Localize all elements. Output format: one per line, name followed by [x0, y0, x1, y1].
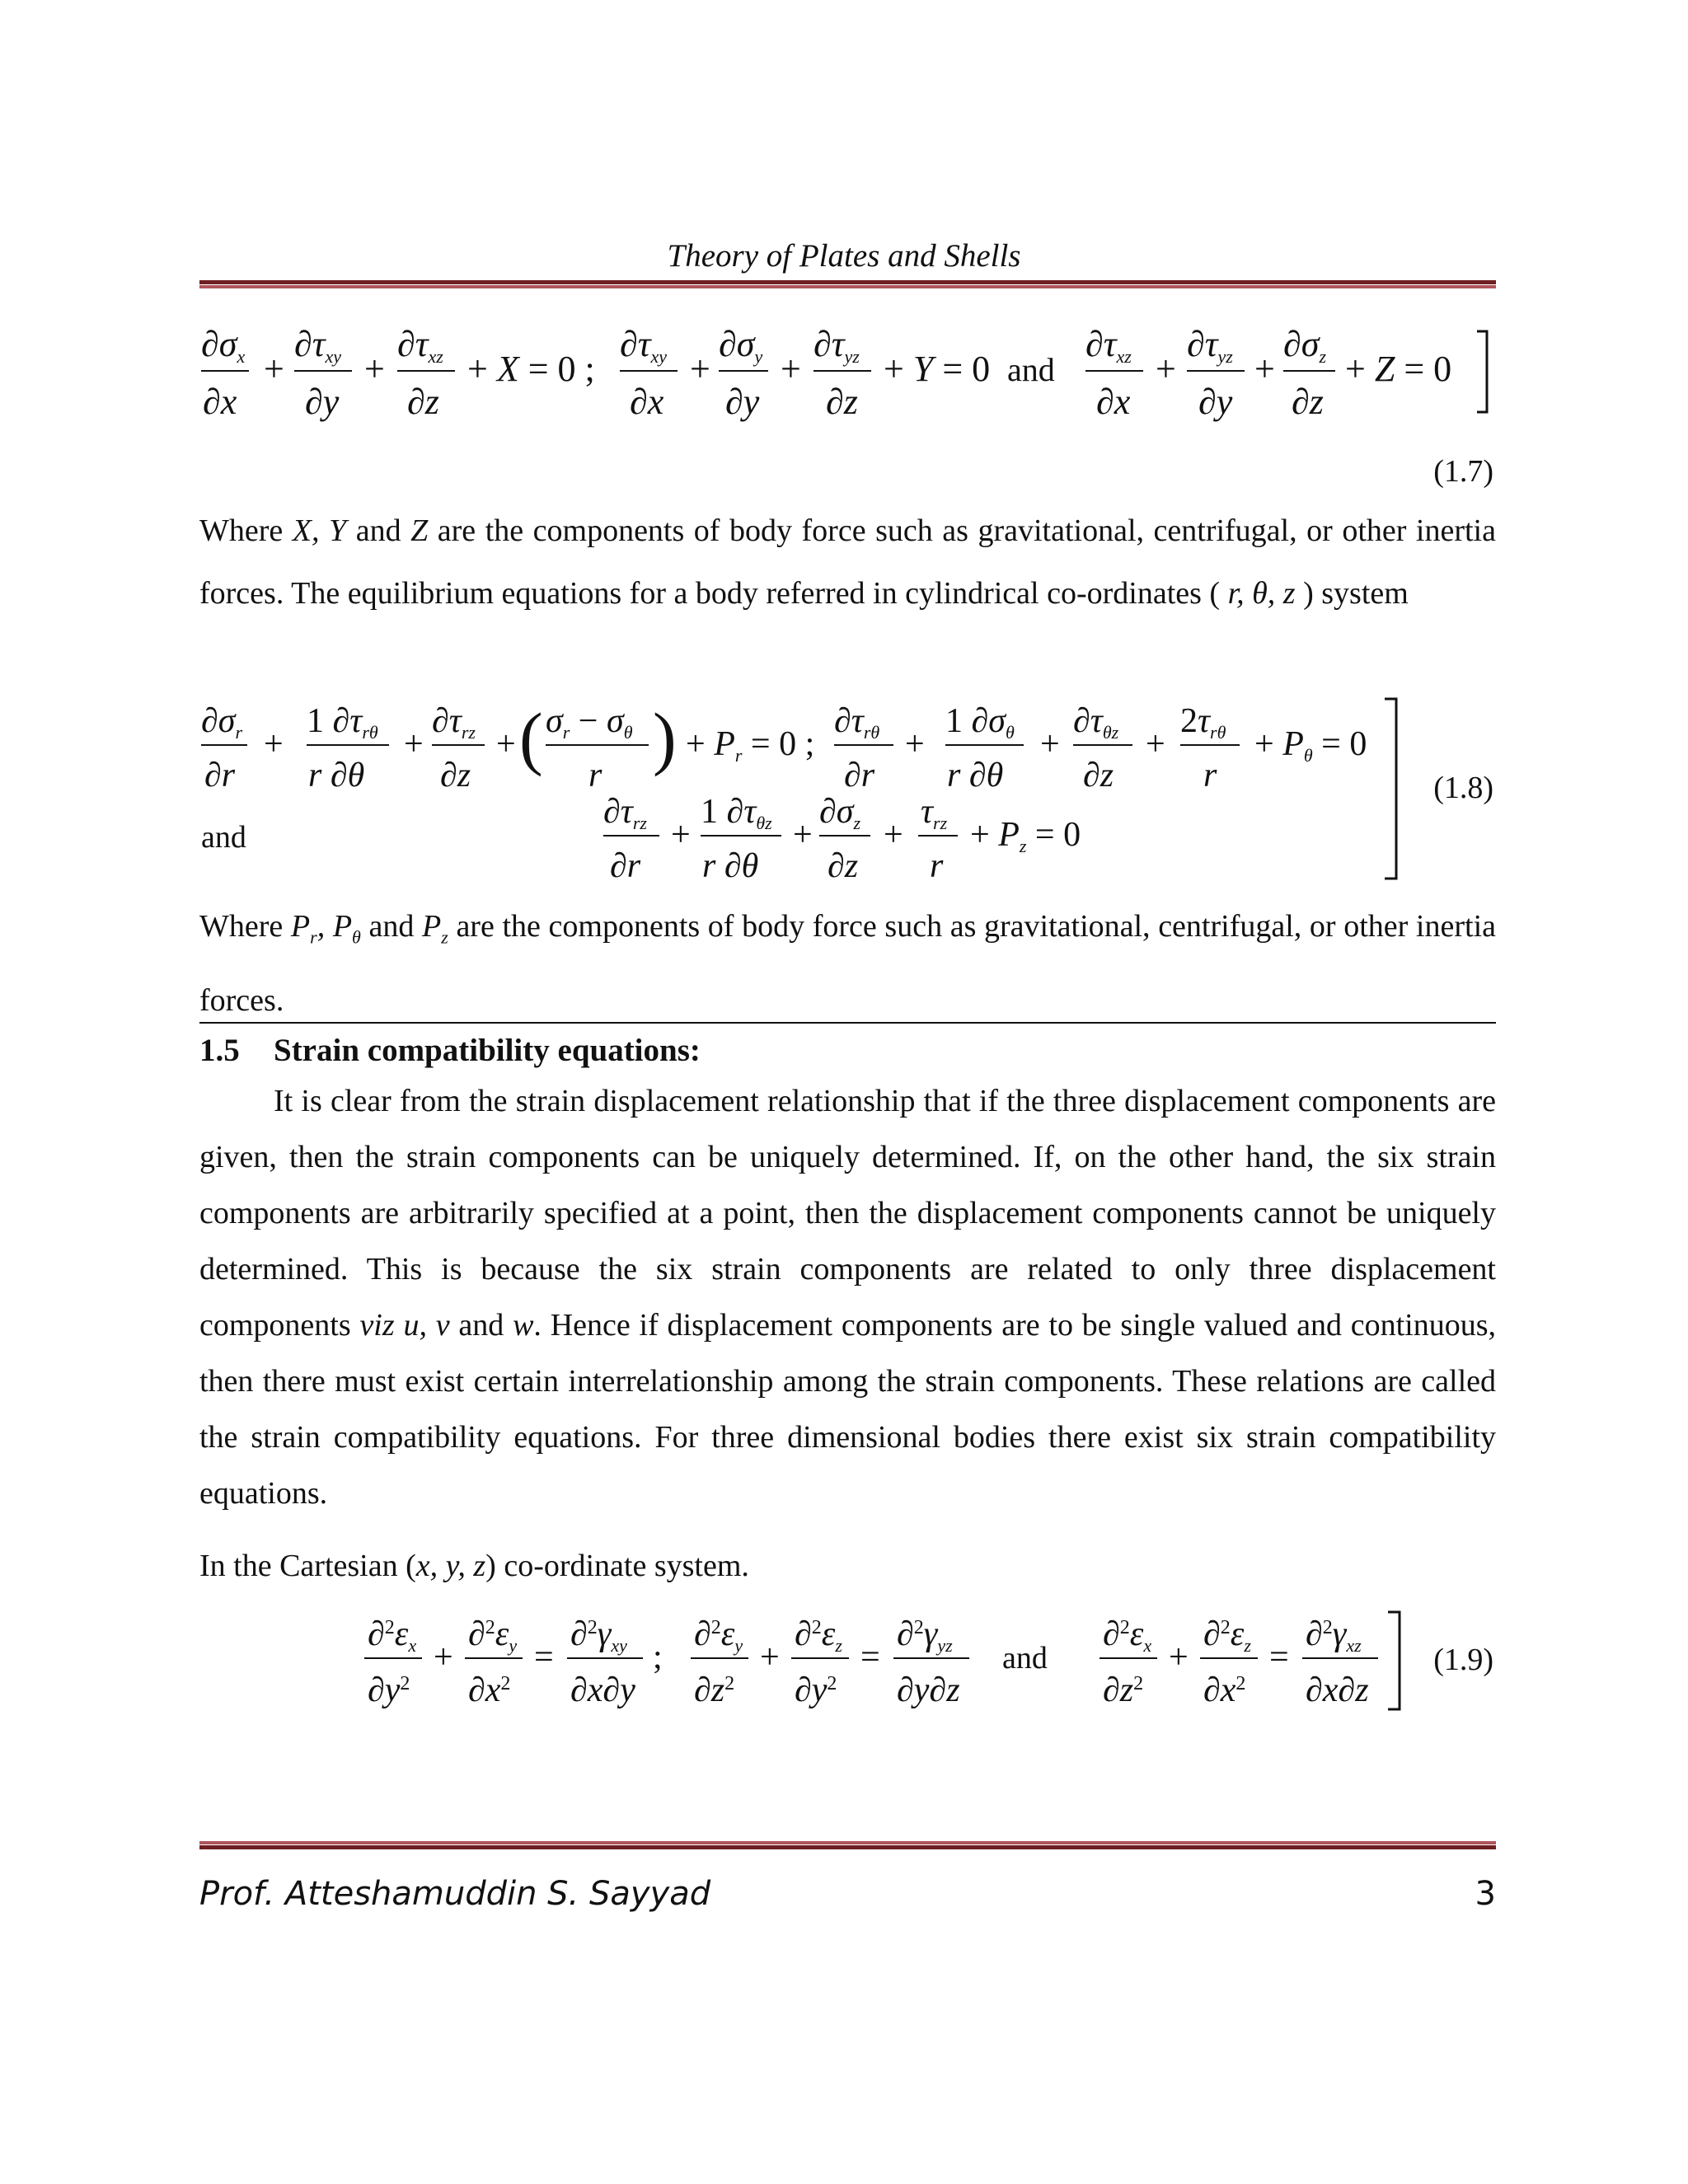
svg-text:r: r — [930, 847, 944, 885]
svg-text:∂τxz: ∂τxz — [397, 324, 443, 367]
svg-text:+: + — [1169, 1638, 1189, 1676]
equation-1-9 — [354, 1602, 1409, 1718]
svg-text:∂σx: ∂σx — [201, 324, 246, 367]
svg-text:∂y2: $\partial y^2$ — [368, 1671, 410, 1709]
svg-text:∂τxy: ∂τxy — [294, 324, 342, 367]
p1-text: are the components of body force such as gravitational, centrifugal, or other inertia forces. The equilibrium equations for a body referred in cylindrical co-ordinates ( — [199, 513, 1496, 611]
svg-text:∂2εz: ∂$^2$εz — [1203, 1615, 1251, 1656]
svg-text:=: = — [1269, 1638, 1289, 1676]
p2-symbol-pz: $P_z$ — [422, 909, 448, 948]
p3-w: w — [513, 1308, 534, 1343]
svg-text:∂x2: $\partial x^2$ — [468, 1671, 511, 1709]
equation-1-7 — [191, 313, 1510, 429]
svg-text:∂z2: $\partial z^2$ — [1103, 1671, 1144, 1709]
svg-text:r ∂θ: r ∂θ — [947, 757, 1004, 794]
svg-text:∂x: ∂x — [203, 382, 237, 422]
svg-text:+ Pz = 0: + Pz = 0 — [970, 816, 1081, 856]
svg-text:+ Pr = 0 ;: + Pr = 0 ; — [686, 725, 815, 766]
svg-text:∂y∂z: ∂y∂z — [897, 1671, 960, 1709]
p3-viz: viz u, v — [359, 1308, 450, 1343]
p1-coords: r, θ, z — [1227, 576, 1296, 611]
section-heading — [199, 1032, 701, 1069]
svg-text:∂σz: ∂σz — [819, 793, 861, 833]
svg-text:∂x: ∂x — [1096, 382, 1131, 422]
svg-text:∂r: ∂r — [204, 757, 236, 794]
p3-and: and — [449, 1308, 513, 1343]
svg-text:+: + — [496, 725, 516, 763]
svg-text:∂τrz: ∂τrz — [432, 702, 476, 743]
section-rule — [199, 1022, 1496, 1024]
p2-symbols: $P_r$, $P_\theta$ — [290, 909, 361, 948]
svg-text:=: = — [534, 1638, 554, 1676]
svg-text:∂2εz: ∂$^2$εz — [795, 1615, 842, 1656]
paragraph-cartesian — [199, 1535, 1496, 1597]
svg-text:∂z: ∂z — [1083, 757, 1114, 794]
svg-text:;: ; — [653, 1638, 663, 1676]
svg-text:+ Y = 0: + Y = 0 — [884, 349, 991, 389]
equation-number-1-8: (1.8) — [1433, 771, 1493, 805]
running-header: Theory of Plates and Shells — [667, 238, 1021, 274]
svg-text:∂τyz: ∂τyz — [1187, 324, 1233, 367]
svg-text:+: + — [404, 725, 424, 763]
svg-text:+: + — [1156, 349, 1176, 389]
svg-text:+: + — [434, 1638, 453, 1676]
svg-text:∂2εx: ∂$^2$εx — [1103, 1615, 1152, 1656]
svg-text:∂σy: ∂σy — [719, 324, 763, 367]
svg-text:∂z: ∂z — [1292, 382, 1324, 422]
footer-author: Prof. Atteshamuddin S. Sayyad — [199, 1875, 711, 1913]
svg-text:σr − σθ: σr − σθ — [546, 702, 633, 743]
svg-text:+: + — [793, 816, 813, 854]
svg-text:∂y: ∂y — [725, 382, 760, 422]
svg-text:∂τθz: ∂τθz — [1073, 702, 1119, 743]
svg-text:+: + — [264, 725, 284, 763]
p2-lead: Where — [199, 909, 291, 944]
p2-text: are the components of body force such as gravitational, centrifugal, or other inertia forces. — [199, 909, 1496, 1018]
footer-rule-light — [199, 1841, 1496, 1844]
section-number: 1.5 — [199, 1033, 240, 1068]
svg-text:1 ∂τrθ: 1 ∂τrθ — [307, 702, 378, 743]
svg-text:∂z: ∂z — [407, 382, 439, 422]
svg-text:+: + — [781, 349, 801, 389]
equation-number-1-9: (1.9) — [1433, 1643, 1493, 1677]
paragraph-body-force — [199, 499, 1496, 625]
p1-symbol-z: Z — [410, 513, 429, 548]
svg-text:=: = — [860, 1638, 880, 1676]
svg-text:∂2εy: ∂$^2$εy — [468, 1615, 518, 1656]
svg-text:(: ( — [519, 698, 543, 777]
eq-joiner-and: and — [1007, 351, 1055, 388]
svg-text:r ∂θ: r ∂θ — [308, 757, 365, 794]
svg-text:+ X = 0 ;: + X = 0 ; — [467, 349, 595, 389]
svg-text:r: r — [1203, 757, 1217, 794]
svg-text:r: r — [588, 757, 603, 794]
svg-text:+ Z = 0: + Z = 0 — [1345, 349, 1452, 389]
eq-lead-and: and — [201, 820, 246, 855]
svg-text:∂2εx: ∂$^2$εx — [368, 1615, 417, 1656]
svg-text:∂2εy: ∂$^2$εy — [694, 1615, 743, 1656]
svg-text:∂z: ∂z — [440, 757, 471, 794]
p4-coords: x, y, z — [415, 1549, 486, 1583]
svg-text:∂x∂z: ∂x∂z — [1306, 1671, 1369, 1709]
p1-symbols: X, Y — [292, 513, 347, 548]
svg-text:+: + — [1040, 725, 1060, 763]
equation-1-8 — [191, 692, 1510, 890]
svg-text:∂z2: $\partial z^2$ — [694, 1671, 735, 1709]
svg-text:∂2γxz: ∂$^2$γxz — [1306, 1615, 1362, 1656]
svg-text:+: + — [1146, 725, 1165, 763]
p4-lead: In the Cartesian ( — [199, 1549, 416, 1583]
svg-text:): ) — [653, 698, 677, 777]
svg-text:+: + — [364, 349, 385, 389]
footer-rule-dark — [199, 1845, 1496, 1849]
p3-text-b: . Hence if displacement components are to be single valued and continuous, then there must exist certain interrelationship among the strain components. These relations are called the strain compatibility equations. For three dimensional bodies there exist six strain compatibility equations. — [199, 1308, 1497, 1511]
svg-text:∂τxz: ∂τxz — [1085, 324, 1132, 367]
svg-text:+: + — [690, 349, 710, 389]
page-number: 3 — [1475, 1875, 1496, 1913]
svg-text:∂τyz: ∂τyz — [814, 324, 860, 367]
p3-text-a: It is clear from the strain displacement relationship that if the three displacement components are given, then the strain components can be uniquely determined. If, on the other hand, the six strain components are arbitrarily specified at a point, then the displacement components cannot be uniquely determined. This is because the six strain components are related to only three displacement components — [199, 1084, 1496, 1343]
p1-lead: Where — [199, 513, 293, 548]
svg-text:∂x∂y: ∂x∂y — [570, 1671, 635, 1709]
svg-text:+: + — [760, 1638, 780, 1676]
paragraph-cylindrical-body-force: Where $P_r$, $P_\theta$ and $P_z$ are the components of body force such as gravitational, centrifugal, or other inertia forces. — [199, 909, 1496, 1018]
svg-text:1 ∂σθ: 1 ∂σθ — [945, 702, 1015, 743]
p1-mid: and — [346, 513, 411, 548]
svg-text:∂x2: $\partial x^2$ — [1203, 1671, 1246, 1709]
svg-text:r ∂θ: r ∂θ — [702, 847, 759, 885]
svg-text:+: + — [884, 816, 903, 854]
header-rule-dark — [199, 280, 1496, 284]
svg-text:∂y: ∂y — [305, 382, 340, 422]
eq-joiner-and-2: and — [1002, 1641, 1048, 1675]
svg-text:+ Pθ = 0: + Pθ = 0 — [1254, 725, 1367, 766]
svg-text:+: + — [671, 816, 691, 854]
svg-text:∂y2: $\partial y^2$ — [795, 1671, 837, 1709]
svg-text:∂y: ∂y — [1198, 382, 1233, 422]
svg-text:∂τrz: ∂τrz — [603, 793, 647, 833]
p4-tail: ) co-ordinate system. — [485, 1549, 749, 1583]
svg-text:∂r: ∂r — [610, 847, 641, 885]
svg-text:∂2γyz: ∂$^2$γyz — [897, 1615, 953, 1656]
svg-text:∂z: ∂z — [826, 382, 858, 422]
svg-text:1 ∂τθz: 1 ∂τθz — [701, 793, 772, 833]
p1-tail: ) system — [1295, 576, 1409, 611]
svg-text:∂τrθ: ∂τrθ — [834, 702, 880, 743]
header-rule-light — [199, 285, 1496, 288]
svg-text:+: + — [264, 349, 284, 389]
svg-text:+: + — [905, 725, 925, 763]
svg-text:∂2γxy: ∂$^2$γxy — [570, 1615, 627, 1656]
svg-text:∂x: ∂x — [630, 382, 664, 422]
section-title: Strain compatibility equations: — [274, 1033, 701, 1068]
svg-text:∂σr: ∂σr — [201, 702, 243, 743]
svg-text:2τrθ: 2τrθ — [1180, 702, 1226, 743]
svg-text:∂τxy: ∂τxy — [620, 324, 668, 367]
paragraph-compatibility — [199, 1073, 1496, 1521]
svg-text:∂r: ∂r — [844, 757, 875, 794]
svg-text:τrz: τrz — [921, 793, 948, 833]
svg-text:∂z: ∂z — [828, 847, 859, 885]
svg-text:∂σz: ∂σz — [1283, 324, 1327, 367]
equation-number-1-7: (1.7) — [1433, 454, 1493, 489]
svg-text:+: + — [1254, 349, 1275, 389]
